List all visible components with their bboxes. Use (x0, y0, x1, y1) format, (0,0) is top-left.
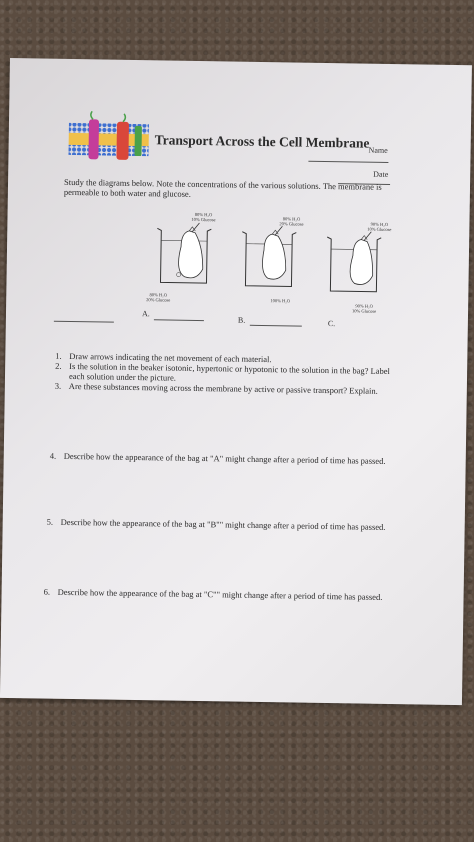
bag-b-concentration: 80% H₂O 20% Glucose (279, 216, 304, 227)
beaker-c-concentration: 90% H₂O 10% Glucose (351, 303, 377, 314)
diagram-a-label: A. (141, 309, 150, 319)
question-2-text: Is the solution in the beaker isotonic, hypertonic or hypotonic to the solution in the bag? Label each solution under the picture. (68, 360, 391, 383)
date-label: Date (373, 169, 389, 179)
beaker-a-diagram (154, 222, 213, 285)
question-6-number: 6. (43, 586, 51, 597)
question-1-text: Draw arrows indicating the net movement of each material. (69, 350, 272, 365)
question-4-number: 4. (49, 450, 57, 461)
answer-line-a[interactable] (154, 319, 204, 321)
worksheet-paper (0, 58, 472, 705)
answer-line-b[interactable] (250, 325, 302, 327)
worksheet-title: Transport Across the Cell Membrane (154, 132, 370, 151)
beaker-b-diagram (239, 226, 298, 289)
instructions: Study the diagrams below. Note the concentrations of the various solutions. The membrane is permeable to both water and glucose. (63, 176, 382, 199)
question-3-text: Are these substances moving across the membrane by active or passive transport? Explain. (68, 380, 378, 396)
question-4-text: Describe how the appearance of the bag at "A" might change after a period of time has passed. (63, 450, 386, 466)
question-3-number: 3. (54, 380, 62, 391)
question-5-text: Describe how the appearance of the bag at "B"" might change after a period of time has passed. (60, 516, 386, 532)
diagram-b-label: B. (237, 315, 246, 325)
bag-c-concentration: 90% H₂O 10% Glucose (367, 221, 392, 233)
question-1-number: 1. (55, 350, 62, 361)
bag-a-concentration: 80% H₂O 10% Glucose (191, 211, 216, 223)
question-2-number: 2. (55, 360, 62, 371)
diagram-c-label: C. (327, 319, 336, 329)
cell-membrane-illustration (66, 117, 151, 162)
name-label: Name (368, 145, 388, 155)
beaker-c-diagram (324, 231, 383, 294)
question-6-text: Describe how the appearance of the bag at "C"" might change after a period of time has passed. (57, 586, 383, 602)
name-field[interactable] (308, 161, 388, 163)
beaker-b-concentration: 100% H₂O (270, 298, 291, 304)
question-5-number: 5. (46, 516, 54, 527)
beaker-a-concentration: 80% H₂O 20% Glucose (146, 292, 171, 303)
answer-line-a-left[interactable] (54, 321, 114, 323)
